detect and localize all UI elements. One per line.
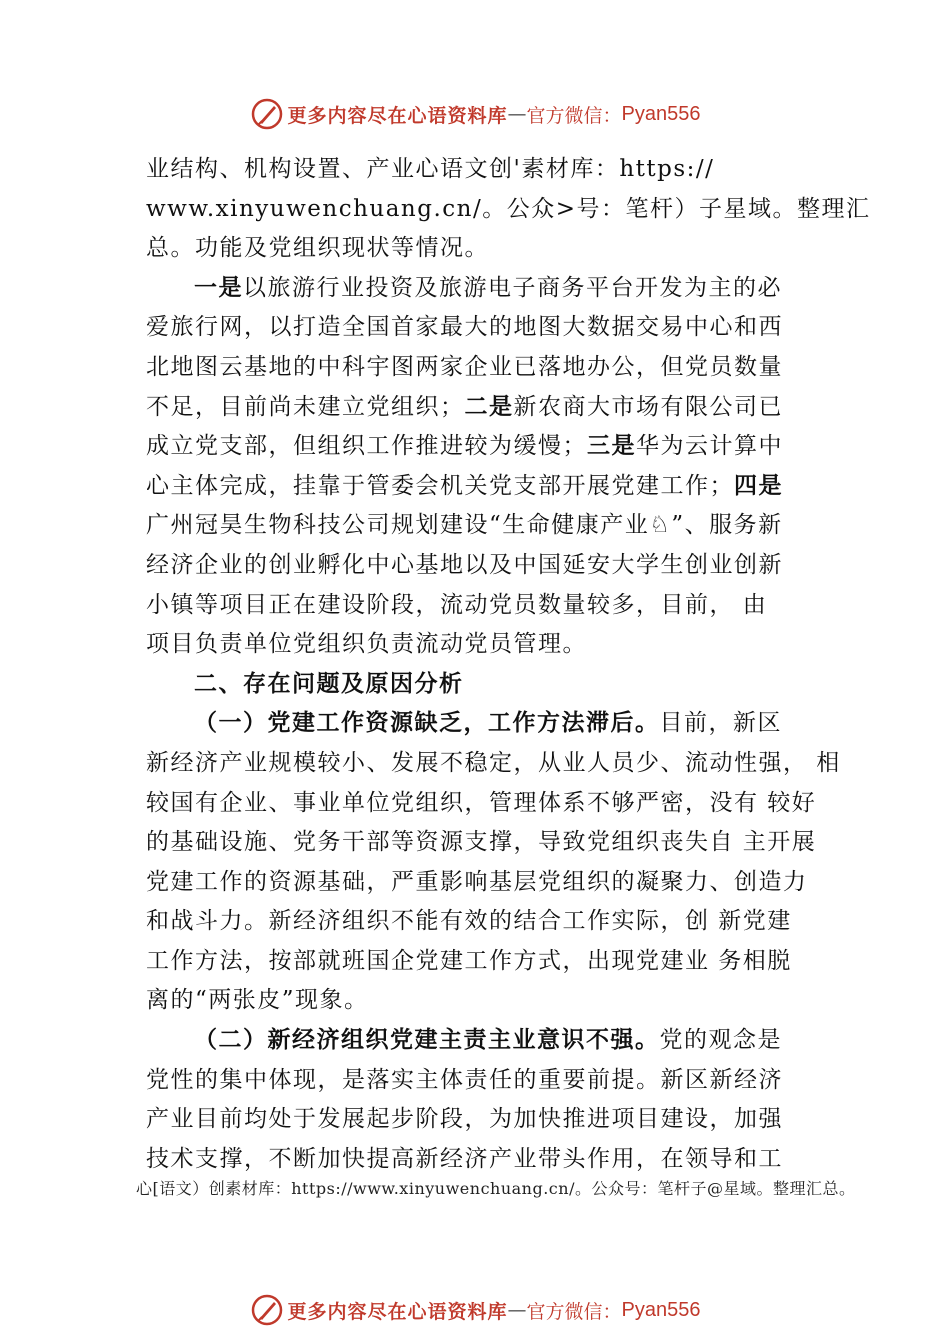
- body-line: 新经济产业规模较小、发展不稳定，从业人员少、流动性强， 相: [146, 749, 841, 776]
- body-line: 和战斗力。新经济组织不能有效的结合工作实际，创 新党建: [146, 908, 792, 935]
- header-banner: [0, 94, 950, 134]
- body-line: 心主体完成，挂靠于管委会机关党支部开展党建工作；四是: [146, 472, 783, 499]
- footer-banner: [0, 1290, 950, 1330]
- body-line: 小镇等项目正在建设阶段，流动党员数量较多，目前， 由: [146, 591, 768, 618]
- quill-logo-icon: [250, 97, 284, 131]
- section-heading: 二、存在问题及原因分析: [194, 670, 464, 697]
- banner-separator: —: [507, 1299, 527, 1321]
- body-line: 总。功能及党组织现状等情况。: [146, 235, 489, 262]
- body-line: www.xinyuwenchuang.cn/。公众>号：笔杆）子星域。整理汇: [146, 195, 871, 222]
- body-line: 工作方法，按部就班国企党建工作方式，出现党建业 务相脱: [146, 947, 792, 974]
- body-line: 较国有企业、事业单位党组织，管理体系不够严密，没有 较好: [146, 789, 817, 816]
- banner-wechat-label: 官方微信：: [526, 1300, 622, 1323]
- body-line: 经济企业的创业孵化中心基地以及中国延安大学生创业创新: [146, 551, 783, 578]
- body-line: 党建工作的资源基础，严重影响基层党组织的凝聚力、创造力: [146, 868, 808, 895]
- banner-title: 更多内容尽在心语资料库: [287, 1300, 508, 1323]
- banner-wechat-id: Pyan556: [621, 1298, 701, 1321]
- body-line: 党性的集中体现，是落实主体责任的重要前提。新区新经济: [146, 1066, 783, 1093]
- banner-wechat-id: Pyan556: [621, 102, 701, 125]
- body-line: 业结构、机构设置、产业心语文创'素材库：https://: [146, 156, 715, 182]
- body-line: 成立党支部，但组织工作推进较为缓慢；三是华为云计算中: [146, 433, 783, 460]
- body-line: 不足，目前尚未建立党组织；二是新农商大市场有限公司已: [146, 393, 783, 420]
- body-line: 一是以旅游行业投资及旅游电子商务平台开发为主的必: [194, 274, 782, 301]
- document-body: [146, 150, 871, 1179]
- body-line: 的基础设施、党务干部等资源支撑，导致党组织丧失自 主开展: [146, 829, 817, 856]
- banner-wechat-label: 官方微信：: [526, 104, 622, 127]
- quill-logo-icon: [250, 1293, 284, 1327]
- body-line: 北地图云基地的中科宇图两家企业已落地办公，但党员数量: [146, 353, 783, 380]
- footer-note: 心[语文）创素材库：https://www.xinyuwenchuang.cn/。公众号：笔杆子@星域。整理汇总。: [136, 1179, 856, 1198]
- banner-title: 更多内容尽在心语资料库: [287, 104, 508, 127]
- body-line: 技术支撑，不断加快提高新经济产业带头作用，在领导和工: [146, 1145, 783, 1172]
- subsection-line: （二）新经济组织党建主责主业意识不强。党的观念是: [194, 1027, 782, 1054]
- body-line: 产业目前均处于发展起步阶段，为加快推进项目建设，加强: [146, 1106, 783, 1133]
- subsection-line: （一）党建工作资源缺乏，工作方法滞后。目前，新区: [194, 710, 782, 737]
- body-line: 项目负责单位党组织负责流动党员管理。: [146, 631, 587, 658]
- body-line: 广州冠昊生物科技公司规划建设“生命健康产业♘”、服务新: [146, 512, 783, 539]
- banner-separator: —: [507, 103, 527, 125]
- body-line: 离的“两张皮”现象。: [146, 987, 369, 1014]
- body-line: 爱旅行网，以打造全国首家最大的地图大数据交易中心和西: [146, 314, 783, 341]
